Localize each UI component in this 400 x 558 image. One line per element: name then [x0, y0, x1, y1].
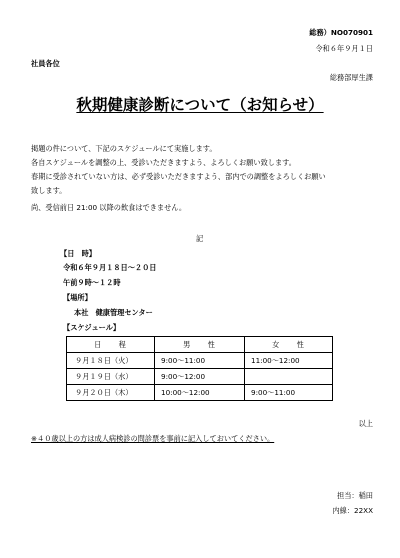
body-line-2: 各自スケジュールを調整の上、受診いただきますよう、よろしくお願い致します。: [31, 158, 296, 167]
doc-number: 総務）NO070901: [309, 28, 373, 37]
schedule-table: [66, 336, 333, 401]
table-row: [67, 353, 333, 369]
body-line-5: 尚、受信前日 21:00 以降の飲食はできません。: [31, 203, 187, 212]
notice-text: ※４０歳以上の方は成人病検診の問診票を事前に記入しておいてください。: [31, 434, 275, 443]
contact-person: 担当：稲田: [337, 491, 373, 500]
schedule-header-row: [67, 337, 333, 353]
row-male-time: 10:00～12:00: [155, 385, 245, 401]
datetime-heading: 【日 時】: [60, 249, 96, 258]
sender-department: 総務部厚生課: [329, 73, 373, 82]
page-title: 秋期健康診断について（お知らせ）: [76, 96, 324, 114]
body-line-3: 春期に受診されていない方は、必ず受診いただきますよう、部内での調整をよろしくお願い: [31, 172, 326, 181]
row-female-time: 11:00～12:00: [245, 353, 333, 369]
time-range: 午前９時～１２時: [63, 278, 121, 287]
row-male-time: 9:00～12:00: [155, 369, 245, 385]
ki-heading: 記: [196, 234, 204, 243]
header-male: 男 性: [155, 337, 245, 353]
schedule-heading: 【スケジュール】: [63, 323, 121, 332]
header-date: 日 程: [67, 337, 155, 353]
row-male-time: 9:00～11:00: [155, 353, 245, 369]
row-date: ９月２０日（木）: [67, 385, 155, 401]
table-row: [67, 369, 333, 385]
closing-ijou: 以上: [358, 419, 373, 428]
place-value: 本社 健康管理センター: [74, 308, 153, 317]
body-line-4: 致します。: [31, 186, 67, 195]
row-date: ９月１９日（水）: [67, 369, 155, 385]
row-date: ９月１８日（火）: [67, 353, 155, 369]
table-row: [67, 385, 333, 401]
row-female-time: 9:00～11:00: [245, 385, 333, 401]
header-female: 女 性: [245, 337, 333, 353]
place-heading: 【場所】: [63, 293, 92, 302]
extension-number: 内線：22XX: [332, 506, 373, 515]
row-female-time: [245, 369, 333, 385]
date-range: 令和６年９月１８日～２０日: [63, 263, 157, 272]
body-line-1: 掲題の件について、下記のスケジュールにて実施します。: [31, 144, 217, 153]
issue-date: 令和６年９月１日: [315, 44, 373, 53]
recipient: 社員各位: [31, 59, 60, 68]
